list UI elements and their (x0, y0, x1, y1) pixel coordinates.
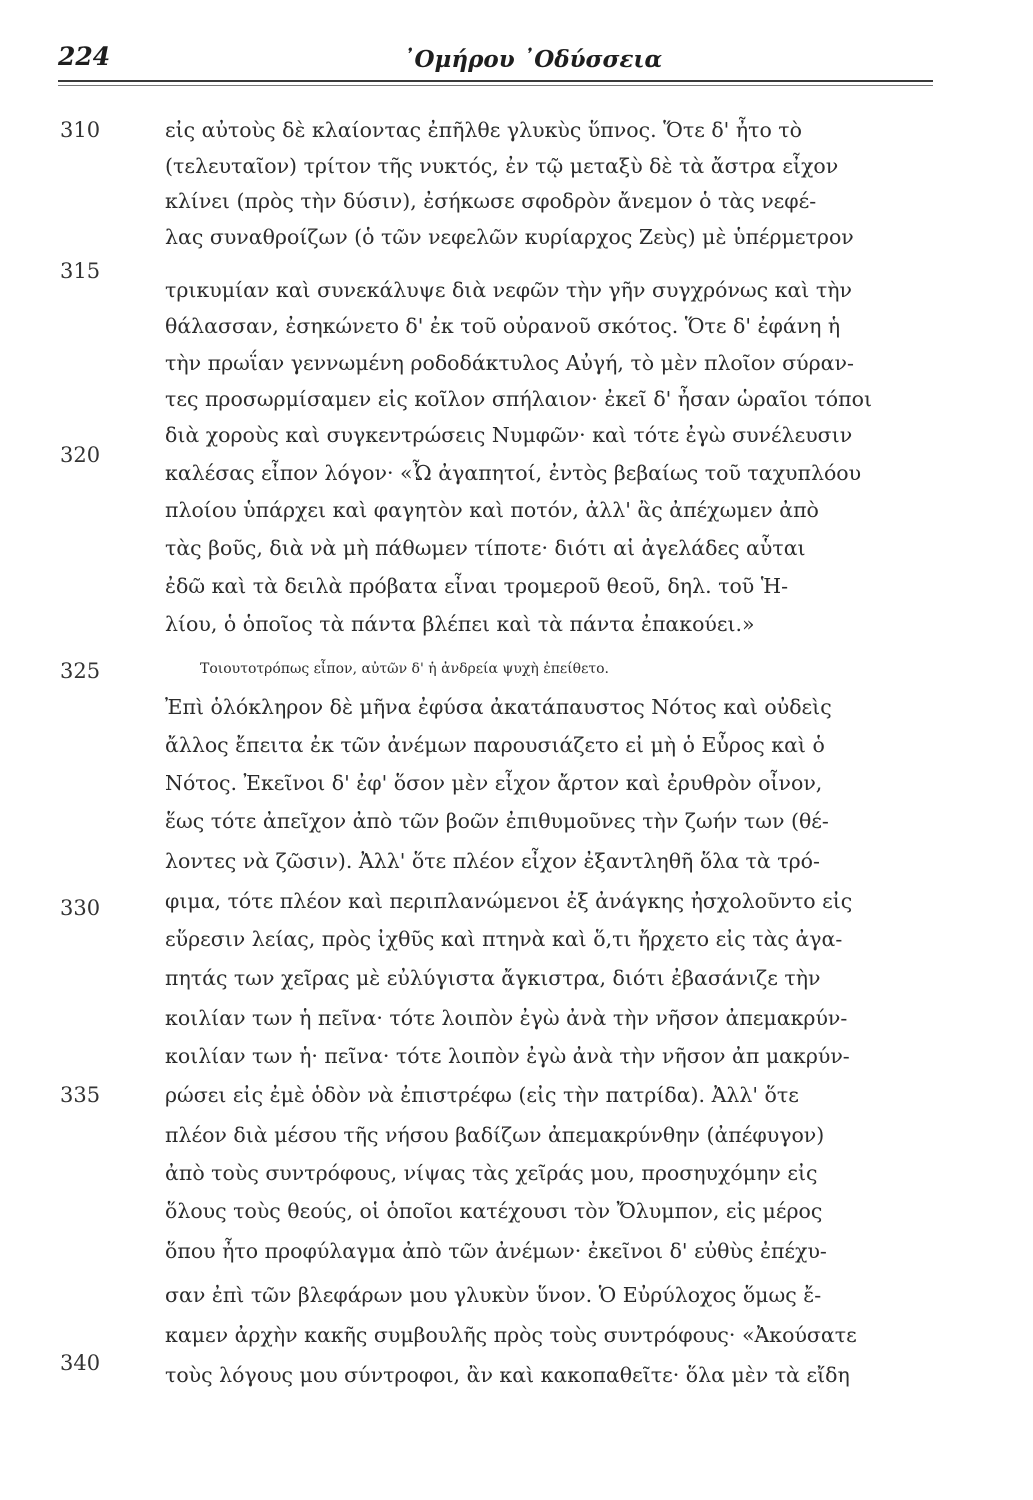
text-line: Τοιουτοτρόπως εἶπον, αὐτῶν δ' ἡ ἀνδρεία ψυχὴ ἐπείθετο. (200, 661, 609, 677)
text-line: ἐδῶ καὶ τὰ δειλὰ πρόβατα εἶναι τρομεροῦ θεοῦ, δηλ. τοῦ Ἡ- (165, 574, 789, 598)
text-line: διὰ χοροὺς καὶ συγκεντρώσεις Νυμφῶν· καὶ τότε ἐγὼ συνέλευσιν (165, 423, 853, 447)
text-line: πλοίου ὑπάρχει καὶ φαγητὸν καὶ ποτόν, ἀλλ' ἂς ἀπέχωμεν ἀπὸ (165, 498, 819, 522)
text-line: κοιλίαν των ἡ πεῖνα· τότε λοιπὸν ἐγὼ ἀνὰ τὴν νῆσον ἀπεμακρύν- (165, 1006, 848, 1030)
text-line: λίου, ὁ ὁποῖος τὰ πάντα βλέπει καὶ τὰ πάντα ἐπακούει.» (165, 612, 755, 636)
running-title: ᾿Ομήρου ᾿Οδύσσεια (403, 46, 663, 73)
line-number: 320 (60, 443, 101, 467)
text-line: ἄλλος ἔπειτα ἐκ τῶν ἀνέμων παρουσιάζετο εἰ μὴ ὁ Εὖρος καὶ ὁ (165, 733, 825, 757)
page-number: 224 (58, 42, 111, 71)
page-header (58, 40, 933, 82)
text-line: κοιλίαν των ἡ· πεῖνα· τότε λοιπὸν ἐγὼ ἀνὰ τὴν νῆσον ἀπ μακρύν- (165, 1044, 850, 1068)
text-line: πλέον διὰ μέσου τῆς νήσου βαδίζων ἀπεμακρύνθην (ἀπέφυγον) (165, 1123, 825, 1147)
text-line: θάλασσαν, ἐσηκώνετο δ' ἐκ τοῦ οὐρανοῦ σκότος. Ὅτε δ' ἐφάνη ἡ (165, 314, 841, 338)
text-line: ὅλους τοὺς θεούς, οἱ ὁποῖοι κατέχουσι τὸν Ὄλυμπον, εἰς μέρος (165, 1199, 823, 1223)
text-line: Ἐπὶ ὁλόκληρον δὲ μῆνα ἐφύσα ἀκατάπαυστος Νότος καὶ οὐδεὶς (165, 695, 832, 719)
text-line: τοὺς λόγους μου σύντροφοι, ἂν καὶ κακοπαθεῖτε· ὅλα μὲν τὰ εἴδη (165, 1363, 850, 1387)
text-line: ὅπου ἦτο προφύλαγμα ἀπὸ τῶν ἀνέμων· ἐκεῖνοι δ' εὐθὺς ἐπέχυ- (165, 1239, 827, 1263)
text-line: τὴν πρωΐαν γεννωμένη ροδοδάκτυλος Αὐγή, τὸ μὲν πλοῖον σύραν- (165, 351, 854, 375)
line-number: 340 (60, 1351, 101, 1375)
line-number: 315 (60, 259, 101, 283)
text-line: σαν ἐπὶ τῶν βλεφάρων μου γλυκὺν ὕνον. Ὁ Εὐρύλοχος ὅμως ἔ- (165, 1283, 822, 1307)
text-line: ἕως τότε ἀπεῖχον ἀπὸ τῶν βοῶν ἐπιθυμοῦνες τὴν ζωήν των (θέ- (165, 809, 829, 833)
text-line: ρώσει εἰς ἐμὲ ὁδὸν νὰ ἐπιστρέφω (εἰς τὴν πατρίδα). Ἀλλ' ὅτε (165, 1083, 799, 1107)
text-line: καμεν ἀρχὴν κακῆς συμβουλῆς πρὸς τοὺς συντρόφους· «Ἀκούσατε (165, 1323, 857, 1347)
text-line: εἰς αὐτοὺς δὲ κλαίοντας ἐπῆλθε γλυκὺς ὕπνος. Ὅτε δ' ἦτο τὸ (165, 118, 802, 142)
text-line: φιμα, τότε πλέον καὶ περιπλανώμενοι ἐξ ἀνάγκης ἠσχολοῦντο εἰς (165, 889, 853, 913)
line-number: 335 (60, 1083, 101, 1107)
text-line: τες προσωρμίσαμεν εἰς κοῖλον σπήλαιον· ἐκεῖ δ' ἦσαν ὡραῖοι τόποι (165, 387, 872, 411)
line-number: 310 (60, 118, 101, 142)
text-line: ἀπὸ τοὺς συντρόφους, νίψας τὰς χεῖράς μου, προσηυχόμην εἰς (165, 1161, 818, 1185)
text-line: (τελευταῖον) τρίτον τῆς νυκτός, ἐν τῷ μεταξὺ δὲ τὰ ἄστρα εἶχον (165, 154, 839, 178)
text-line: εὕρεσιν λείας, πρὸς ἰχθῦς καὶ πτηνὰ καὶ ὅ,τι ἤρχετο εἰς τὰς ἀγα- (165, 927, 843, 951)
text-line: Νότος. Ἐκεῖνοι δ' ἐφ' ὅσον μὲν εἶχον ἄρτον καὶ ἐρυθρὸν οἶνον, (165, 771, 823, 795)
text-line: τρικυμίαν καὶ συνεκάλυψε διὰ νεφῶν τὴν γῆν συγχρόνως καὶ τὴν (165, 278, 852, 302)
text-line: πητάς των χεῖρας μὲ εὐλύγιστα ἄγκιστρα, διότι ἐβασάνιζε τὴν (165, 966, 821, 990)
line-number: 325 (60, 659, 101, 683)
text-line: λας συναθροίζων (ὁ τῶν νεφελῶν κυρίαρχος Ζεὺς) μὲ ὑπέρμετρον (165, 225, 854, 249)
line-number: 330 (60, 896, 101, 920)
text-line: καλέσας εἶπον λόγον· «Ὦ ἀγαπητοί, ἐντὸς βεβαίως τοῦ ταχυπλόου (165, 461, 862, 485)
text-line: λοντες νὰ ζῶσιν). Ἀλλ' ὅτε πλέον εἶχον ἐξαντληθῆ ὅλα τὰ τρό- (165, 849, 820, 873)
text-line: κλίνει (πρὸς τὴν δύσιν), ἐσήκωσε σφοδρὸν ἄνεμον ὁ τὰς νεφέ- (165, 189, 817, 213)
text-line: τὰς βοῦς, διὰ νὰ μὴ πάθωμεν τίποτε· διότι αἱ ἀγελάδες αὗται (165, 536, 806, 560)
